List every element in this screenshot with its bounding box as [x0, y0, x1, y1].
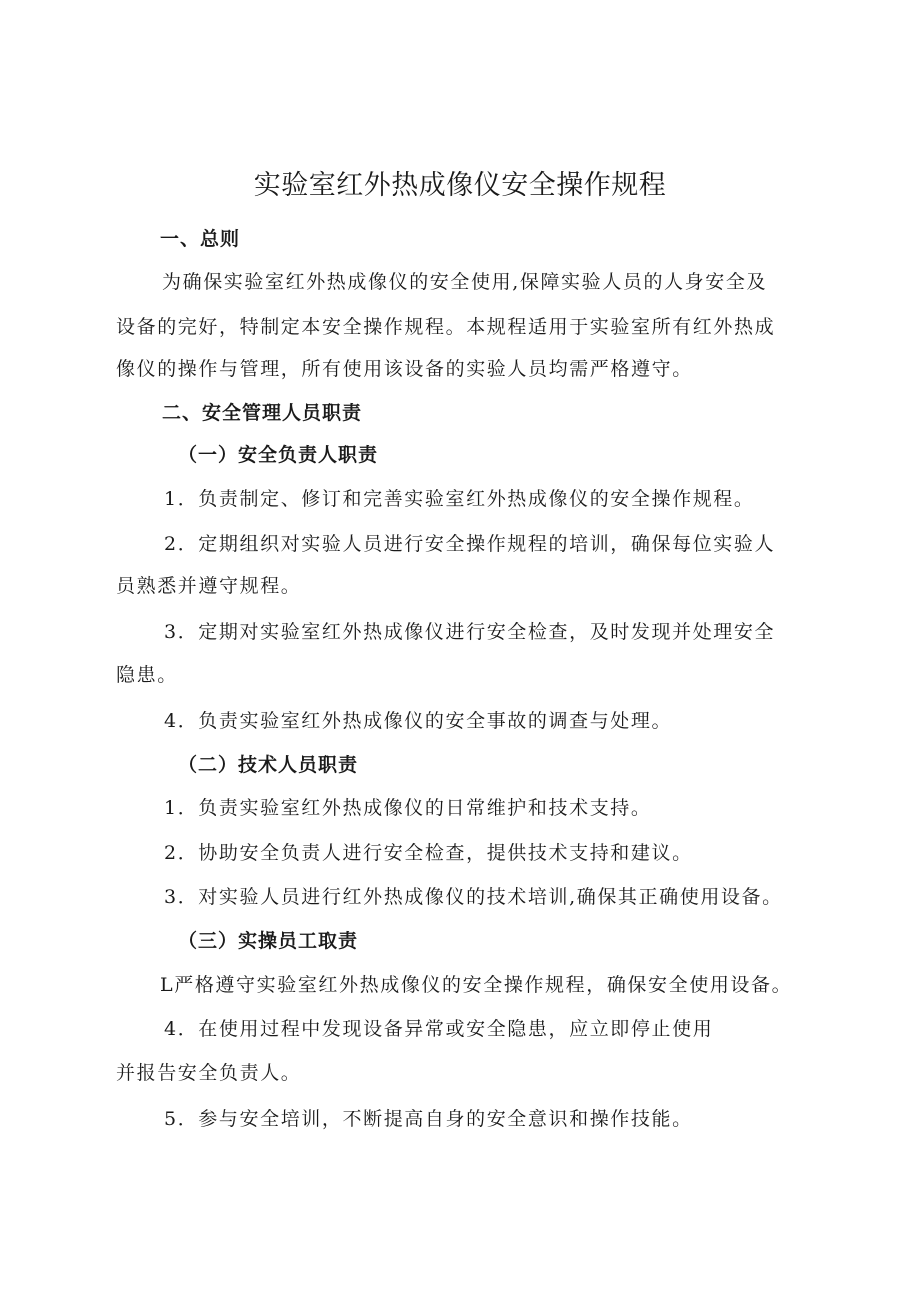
section-2-heading: 二、安全管理人员职责	[162, 402, 363, 424]
subsection-2-item: 1．负责实验室红外热成像仪的日常维护和技术支持。	[164, 797, 652, 819]
subsection-3-item: 4．在使用过程中发现设备异常或安全隐患，应立即停止使用	[164, 1018, 714, 1040]
subsection-1-item-continuation: 隐患。	[116, 664, 178, 686]
subsection-1-heading: （一）安全负责人职责	[178, 444, 379, 466]
subsection-1-item: 2．定期组织对实验人员进行安全操作规程的培训，确保每位实验人	[164, 533, 776, 555]
subsection-2-item: 3．对实验人员进行红外热成像仪的技术培训,确保其正确使用设备。	[164, 886, 783, 908]
subsection-3-heading: （三）实操员工取责	[178, 930, 359, 952]
subsection-3-item: L严格遵守实验室红外热成像仪的安全操作规程，确保安全使用设备。	[160, 974, 793, 996]
subsection-3-item-continuation: 并报告安全负责人。	[116, 1062, 302, 1084]
subsection-2-heading: （二）技术人员职责	[178, 754, 359, 776]
subsection-2-item: 2．协助安全负责人进行安全检查，提供技术支持和建议。	[164, 842, 693, 864]
section-1-paragraph-line: 像仪的操作与管理，所有使用该设备的实验人员均需严格遵守。	[116, 358, 693, 380]
subsection-1-item: 1．负责制定、修订和完善实验室红外热成像仪的安全操作规程。	[164, 488, 755, 510]
section-1-heading: 一、总则	[160, 228, 241, 250]
section-1-paragraph-line: 设备的完好，特制定本安全操作规程。本规程适用于实验室所有红外热成	[116, 316, 776, 338]
subsection-1-item: 4．负责实验室红外热成像仪的安全事故的调查与处理。	[164, 710, 673, 732]
document-title: 实验室红外热成像仪安全操作规程	[253, 170, 667, 201]
subsection-1-item-continuation: 员熟悉并遵守规程。	[116, 575, 302, 597]
subsection-1-item: 3．定期对实验室红外热成像仪进行安全检查，及时发现并处理安全	[164, 621, 776, 643]
subsection-3-item: 5．参与安全培训，不断提高自身的安全意识和操作技能。	[164, 1108, 693, 1130]
section-1-paragraph-line: 为确保实验室红外热成像仪的安全使用,保障实验人员的人身安全及	[162, 271, 768, 293]
